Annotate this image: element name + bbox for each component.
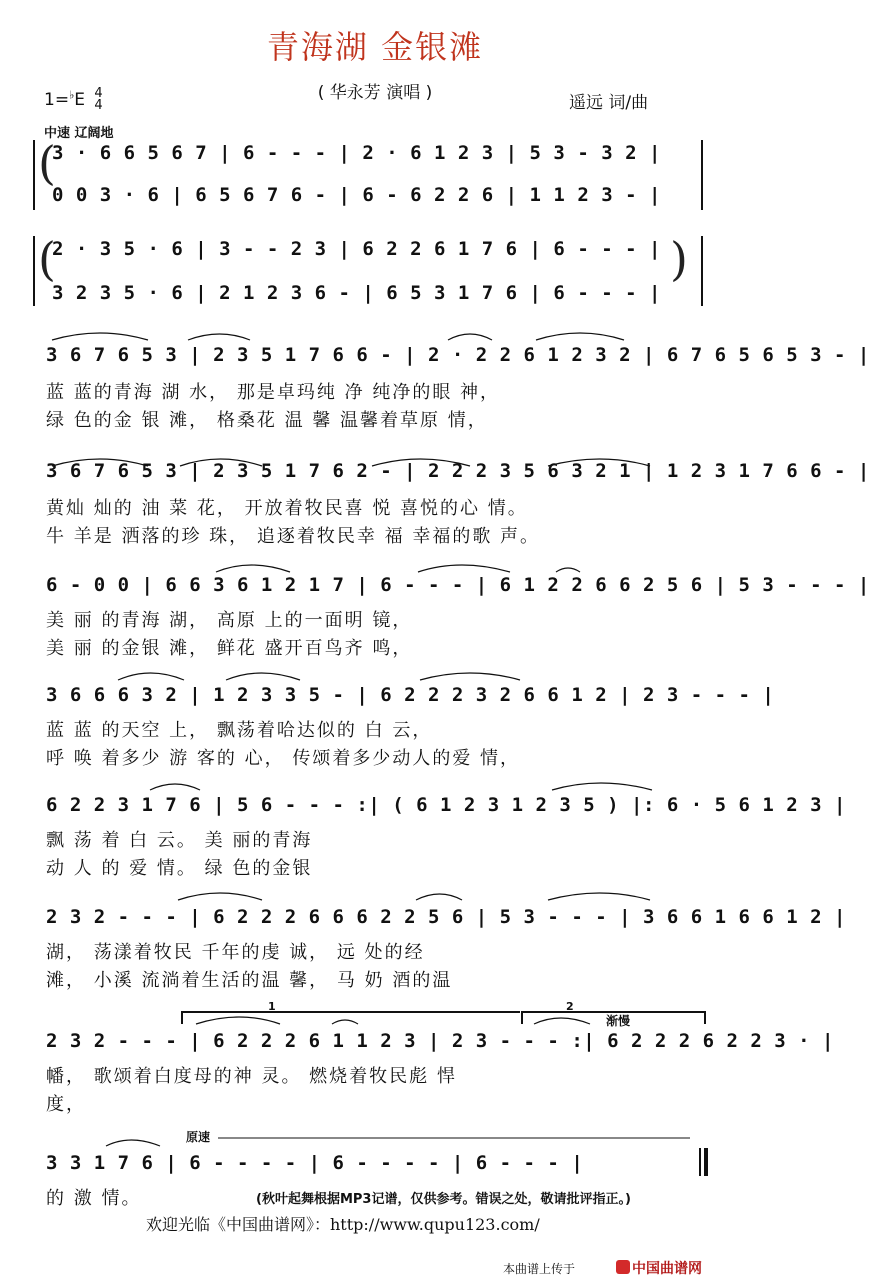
singer-credit: ( 华永芳 演唱 ) (317, 83, 433, 103)
notation-line: 3 2 3 5 · 6 | 2 1 2 3 6 - | 6 5 3 1 7 6 | 6 - - - | (52, 282, 661, 304)
lyric-line: 牛 羊是 洒落的珍 珠， 追逐着牧民幸 福 幸福的歌 声。 (46, 526, 541, 547)
lyric-line: 蓝 蓝的青海 湖 水， 那是卓玛纯 净 纯净的眼 神， (46, 382, 501, 403)
notation-line: 6 - 0 0 | 6 6 3 6 1 2 1 7 | 6 - - - | 6 1 2 2 6 6 2 5 6 | 5 3 - - - | (46, 574, 870, 596)
site-logo-icon (616, 1260, 630, 1274)
system-brace-2: ( (38, 232, 56, 286)
key-signature (44, 88, 103, 112)
system-brace-2-close: ) (670, 232, 688, 286)
notation-line: 2 3 2 - - - | 6 2 2 2 6 6 6 2 2 5 6 | 5 3 - - - | 3 6 6 1 6 6 1 2 | (46, 906, 846, 928)
volta-2: 2 (566, 1000, 574, 1013)
lyric-line: 滩， 小溪 流淌着生活的温 馨， 马 奶 酒的温 (46, 970, 453, 991)
ritardando-marking: 渐慢 (606, 1014, 631, 1028)
time-top: 4 (94, 86, 103, 101)
time-signature (94, 88, 102, 112)
volta-1: 1 (268, 1000, 276, 1013)
notation-line: 2 3 2 - - - | 6 2 2 2 6 1 1 2 3 | 2 3 - - - :| 6 2 2 2 6 2 2 3 · | (46, 1030, 834, 1052)
a-tempo-marking: 原速 (186, 1130, 211, 1144)
lyric-line: 美 丽 的金银 滩， 鲜花 盛开百鸟齐 鸣， (46, 638, 413, 659)
system-brace-1: ( (38, 136, 56, 190)
website-link[interactable]: 欢迎光临《中国曲谱网》：http://www.qupu123.com/ (146, 1215, 540, 1234)
lyricist-composer: 遥远 词/曲 (569, 93, 649, 113)
lyric-line: 飘 荡 着 白 云。 美 丽的青海 (46, 830, 313, 851)
lyric-line: 幡， 歌颂着白度母的神 灵。 燃烧着牧民彪 悍 (46, 1066, 457, 1087)
lyric-line: 的 激 情。 (46, 1188, 142, 1209)
notation-line: 2 · 3 5 · 6 | 3 - - 2 3 | 6 2 2 6 1 7 6 | 6 - - - | (52, 238, 661, 260)
notation-line: 3 6 7 6 5 3 | 2 3 5 1 7 6 6 - | 2 · 2 2 6 1 2 3 2 | 6 7 6 5 6 5 3 - | (46, 344, 870, 366)
lyric-line: 绿 色的金 银 滩， 格桑花 温 馨 温馨着草原 情， (46, 410, 488, 431)
key-prefix: 1= (44, 90, 70, 110)
notation-line: 3 3 1 7 6 | 6 - - - - | 6 - - - - | 6 - - - | (46, 1152, 584, 1174)
key-letter: E (74, 90, 86, 110)
time-bottom: 4 (94, 98, 103, 113)
lyric-line: 呼 唤 着多少 游 客的 心， 传颂着多少动人的爱 情， (46, 748, 521, 769)
notation-line: 0 0 3 · 6 | 6 5 6 7 6 - | 6 - 6 2 2 6 | 1 1 2 3 - | (52, 184, 661, 206)
notation-line: 3 · 6 6 5 6 7 | 6 - - - | 2 · 6 1 2 3 | 5 3 - 3 2 | (52, 142, 661, 164)
lyric-line: 蓝 蓝 的天空 上， 飘荡着哈达似的 白 云， (46, 720, 433, 741)
site-logo[interactable]: 中国曲谱网 (632, 1261, 702, 1277)
lyric-line: 湖， 荡漾着牧民 千年的虔 诚， 远 处的经 (46, 942, 425, 963)
transcription-note: (秋叶起舞根据MP3记谱，仅供参考。错误之处，敬请批评指正。) (256, 1192, 631, 1207)
lyric-line: 黄灿 灿的 油 菜 花， 开放着牧民喜 悦 喜悦的心 情。 (46, 498, 528, 519)
lyric-line: 度， (46, 1094, 86, 1115)
lyric-line: 美 丽 的青海 湖， 高原 上的一面明 镜， (46, 610, 413, 631)
lyric-line: 动 人 的 爱 情。 绿 色的金银 (46, 858, 313, 879)
upload-label: 本曲谱上传于 (503, 1262, 576, 1276)
notation-line: 6 2 2 3 1 7 6 | 5 6 - - - :| ( 6 1 2 3 1 2 3 5 ) |: 6 · 5 6 1 2 3 | (46, 794, 846, 816)
flat-icon: ♭ (69, 88, 75, 102)
notation-line: 3 6 6 6 3 2 | 1 2 3 3 5 - | 6 2 2 2 3 2 6 6 1 2 | 2 3 - - - | (46, 684, 775, 706)
tempo-marking: 中速 辽阔地 (44, 126, 114, 141)
song-title: 青海湖 金银滩 (266, 28, 484, 66)
notation-line: 3 6 7 6 5 3 | 2 3 5 1 7 6 2 - | 2 2 2 3 5 6 3 2 1 | 1 2 3 1 7 6 6 - | (46, 460, 870, 482)
